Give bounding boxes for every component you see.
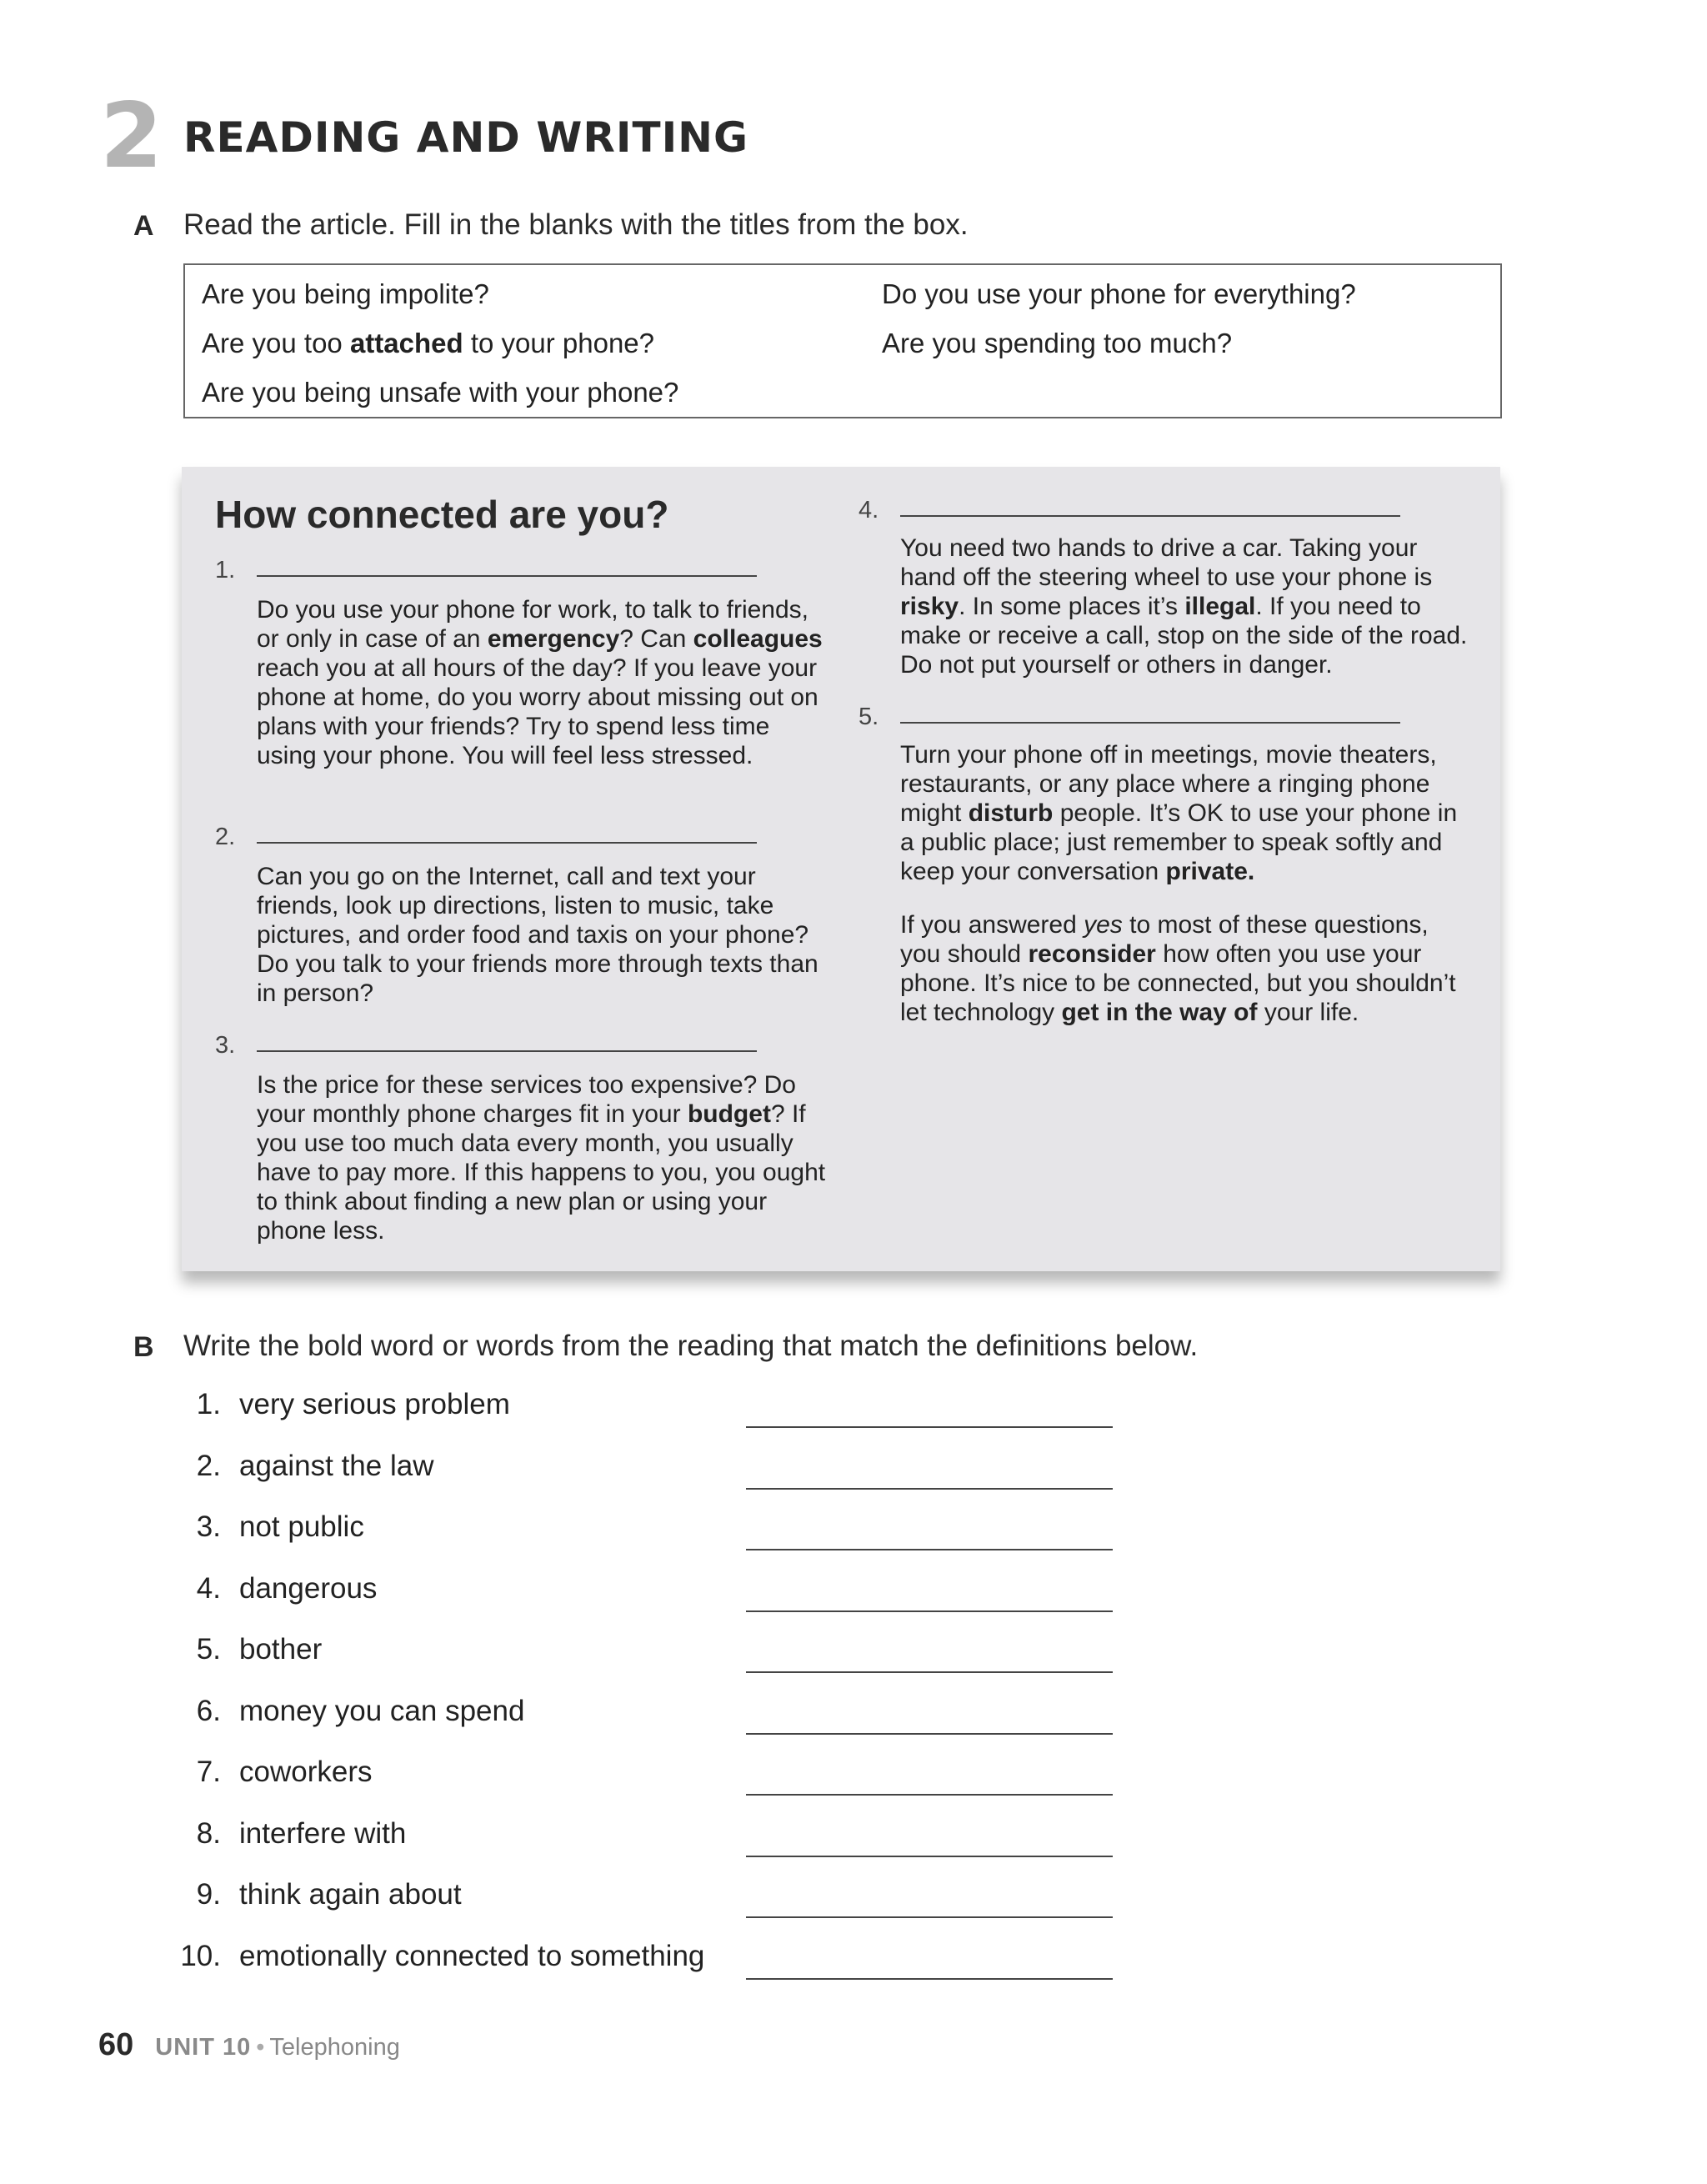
separator-dot: • — [256, 2034, 265, 2061]
answer-blank[interactable] — [746, 1426, 1113, 1428]
definition-number: 7. — [196, 1756, 221, 1788]
definition-text: coworkers — [239, 1756, 373, 1788]
definition-item — [0, 1756, 1167, 1806]
unit-label: UNIT 10 — [155, 2034, 252, 2061]
title-option: Do you use your phone for everything? — [882, 278, 1356, 309]
definition-number: 2. — [196, 1449, 221, 1482]
definition-number: 8. — [196, 1816, 221, 1850]
definition-item — [0, 1510, 1167, 1560]
conclusion-paragraph: If you answered yes to most of these questions, you should reconsider how often you use your phone. It’s nice to be connected, but you shouldn’t let technology get in the way of your life. — [900, 911, 1456, 1026]
paragraph-1: Do you use your phone for work, to talk to friends, or only in case of an emergency? Can colleagues reach you at all hours of the day? If you leave your phone at home, do you worry about missing out on plans with your friends? Try to spend less time using your phone. You will feel less stressed. — [257, 596, 823, 769]
title-option: Are you being impolite? — [202, 278, 489, 309]
definition-item — [0, 1878, 1167, 1928]
definition-item — [0, 1633, 1167, 1683]
definition-item — [0, 1572, 1167, 1622]
definition-number: 5. — [196, 1633, 221, 1666]
answer-blank[interactable] — [746, 1733, 1113, 1735]
definition-text: against the law — [239, 1449, 434, 1482]
definition-text: not public — [239, 1510, 364, 1543]
definition-text: money you can spend — [239, 1694, 525, 1727]
question-number: 4. — [859, 497, 879, 523]
definition-item — [0, 1388, 1167, 1438]
question-number: 2. — [215, 824, 236, 850]
paragraph-2: Can you go on the Internet, call and text your friends, look up directions, listen to music, take pictures, and order food and taxis on your phone? Do you talk to your friends more through texts than in person? — [257, 863, 818, 1007]
paragraph-5: Turn your phone off in meetings, movie theaters, restaurants, or any place where a ringing phone might disturb people. It’s OK to use your phone in a public place; just remember to speak softly and keep your conversation private. — [900, 741, 1458, 885]
definition-number: 1. — [196, 1388, 221, 1420]
definition-number: 3. — [196, 1510, 221, 1543]
page-number: 60 — [98, 2027, 134, 2062]
question-number: 1. — [215, 557, 236, 584]
definition-text: emotionally connected to something — [239, 1939, 705, 1972]
exercise-a-letter: A — [133, 210, 154, 242]
section-number: 2 — [100, 84, 160, 188]
question-number: 3. — [215, 1032, 236, 1059]
answer-blank[interactable] — [746, 1488, 1113, 1490]
answer-blank[interactable] — [900, 722, 1400, 724]
definition-text: bother — [239, 1633, 323, 1666]
definition-number: 10. — [180, 1939, 221, 1972]
definition-number: 6. — [196, 1694, 221, 1727]
article-panel — [182, 467, 1500, 1271]
definition-text: dangerous — [239, 1571, 378, 1605]
exercise-b-letter: B — [133, 1331, 154, 1363]
title-option: Are you being unsafe with your phone? — [202, 377, 679, 408]
paragraph-3: Is the price for these services too expensive? Do your monthly phone charges fit in your budget? If you use too much data every month, you usually have to pay more. If this happens to you, you ought to think about finding a new plan or using your phone less. — [257, 1071, 826, 1245]
definition-item — [0, 1940, 1167, 1990]
definition-text: think again about — [239, 1878, 462, 1911]
answer-blank[interactable] — [257, 575, 757, 577]
page-footer — [98, 2027, 400, 2063]
definition-text: interfere with — [239, 1816, 407, 1850]
definition-item — [0, 1695, 1167, 1745]
unit-topic: Telephoning — [269, 2034, 400, 2061]
answer-blank[interactable] — [746, 1856, 1113, 1857]
answer-blank[interactable] — [257, 1050, 757, 1052]
definition-text: very serious problem — [239, 1388, 510, 1420]
article-title: How connected are you? — [215, 493, 669, 536]
answer-blank[interactable] — [746, 1978, 1113, 1980]
question-number: 5. — [859, 704, 879, 730]
answer-blank[interactable] — [746, 1794, 1113, 1796]
section-title: READING AND WRITING — [183, 113, 749, 162]
answer-blank[interactable] — [746, 1549, 1113, 1550]
paragraph-4: You need two hands to drive a car. Taking your hand off the steering wheel to use your phone is risky. In some places it’s illegal. If you need to make or receive a call, stop on the side of the road. Do not put yourself or others in danger. — [900, 534, 1468, 679]
exercise-b-instruction: Write the bold word or words from the reading that match the definitions below. — [183, 1330, 1199, 1362]
title-option: Are you spending too much? — [882, 328, 1233, 358]
answer-blank[interactable] — [746, 1610, 1113, 1612]
definition-list — [0, 1388, 1167, 1988]
answer-blank[interactable] — [746, 1916, 1113, 1918]
definition-item — [0, 1817, 1167, 1867]
definition-number: 4. — [196, 1571, 221, 1605]
definition-number: 9. — [196, 1878, 221, 1911]
title-box — [183, 263, 1502, 418]
answer-blank[interactable] — [746, 1671, 1113, 1673]
title-option: Are you too attached to your phone? — [202, 328, 655, 358]
definition-item — [0, 1450, 1167, 1500]
answer-blank[interactable] — [900, 515, 1400, 517]
answer-blank[interactable] — [257, 842, 757, 844]
exercise-a-instruction: Read the article. Fill in the blanks with the titles from the box. — [183, 208, 969, 241]
